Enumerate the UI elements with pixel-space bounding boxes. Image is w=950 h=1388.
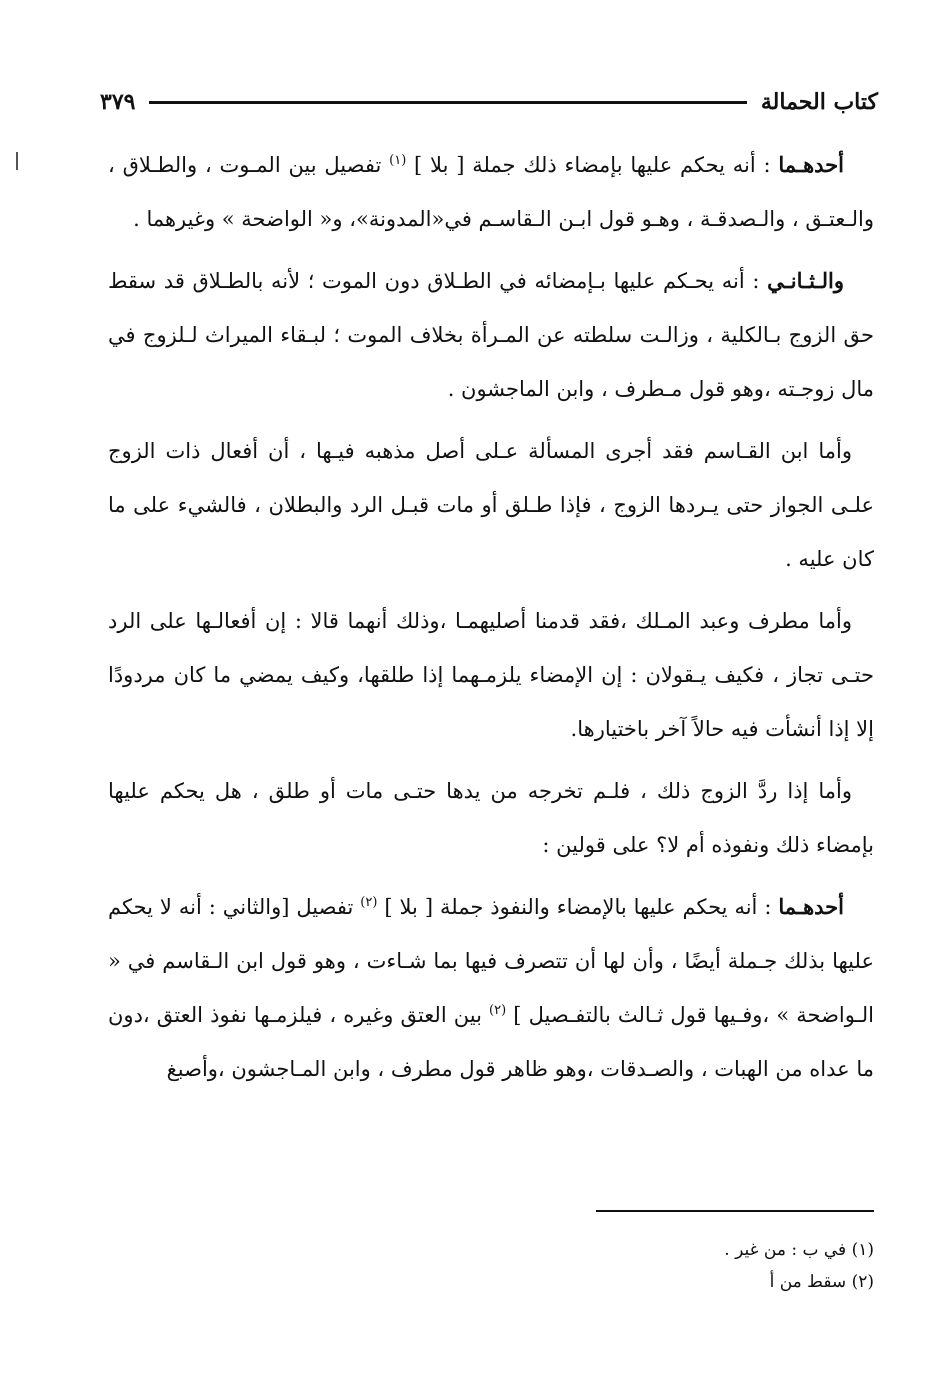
- footnote-separator: [596, 1210, 874, 1212]
- paragraph-text: وأما ابن القـاسم فقد أجرى المسألة عـلى أصل مذهبه فيـها ، أن أفعال ذات الزوج علـى الجواز حتى يـردها الزوج ، فإذا طـلق أو مات قبـل الرد والبطلان ، فالشيء على ما كان عليه .: [108, 439, 874, 571]
- running-header: [100, 84, 878, 120]
- paragraph-3: [108, 424, 874, 586]
- header-title: كتاب الحمالة: [760, 89, 878, 115]
- paragraph-text: وأما إذا ردَّ الزوج ذلك ، فلـم تخرجه من يدها حتـى مات أو طلق ، هل يحكم عليها بإمضاء ذلك ونفوذه أم لا؟ على قولين :: [108, 779, 874, 857]
- footnotes: [108, 1234, 874, 1298]
- paragraph-5: [108, 764, 874, 872]
- margin-mark: [16, 152, 18, 170]
- paragraph-4: [108, 594, 874, 756]
- paragraph-lead: والـثـانـي: [767, 268, 844, 293]
- paragraph-text: : أنه يحـكم عليها بـإمضائه في الطـلاق دون الموت ؛ لأنه بالطـلاق قد سقط حق الزوج بـالكلية ، وزالـت سلطته عن المـرأة بخلاف الموت ؛ لبـقاء الميراث لـلزوج في مال زوجـته ،وهو قول مـطرف ، وابن الماجشون .: [108, 269, 874, 401]
- page-number: ٣٧٩: [100, 89, 136, 115]
- footnote-2: (٢) سقط من أ: [769, 1272, 874, 1292]
- paragraph-text: وأما مطرف وعبد المـلك ،فقد قدمنا أصليهمـا ،وذلك أنهما قالا : إن أفعالـها على الرد حتـى تجاز ، فكيف يـقولان : إن الإمضاء يلزمـهما إذا طلقها، وكيف يمضي ما كان مردودًا إلا إذا أنشأت فيه حالاً آخر باختيارها.: [108, 609, 874, 741]
- paragraph-text: تفصيل [والثاني : أنه لا يحكم عليها بذلك جـملة أيضًا ، وأن لها أن تتصرف فيها بما شـاءت ، وهو قول ابن الـقاسم في « الـواضحة » ،وفـيها قول ثـالث بالتفـصيل ]: [108, 895, 874, 1027]
- footnote-ref: (٢): [489, 1003, 507, 1018]
- footnote-ref: (٢): [360, 895, 378, 910]
- paragraph-lead: أحدهـما: [778, 894, 844, 919]
- paragraph-text: : أنه يحكم عليها بإمضاء ذلك جملة [ بلا ]: [406, 153, 779, 177]
- paragraph-text: بين العتق وغيره ، فيلزمـها نفوذ العتق ،دون ما عداه من الهبات ، والصـدقات ،وهو ظاهر قول مطرف ، وابن المـاجشون ،وأصبغ: [108, 1003, 874, 1081]
- footnote-1: (١) في ب : من غير .: [724, 1240, 874, 1260]
- paragraph-text: : أنه يحكم عليها بالإمضاء والنفوذ جملة [ بلا ]: [377, 895, 779, 919]
- paragraph-2: [108, 254, 874, 416]
- paragraph-6: [108, 880, 874, 1096]
- footnote-ref: (١): [389, 153, 407, 168]
- paragraph-lead: أحدهـما: [778, 152, 844, 177]
- paragraph-1: [108, 138, 874, 246]
- paragraph-text: تفصيل بين المـوت ، والطـلاق ، والـعتـق ، والـصدقـة ، وهـو قول ابـن الـقاسـم في«المدونة»، و« الواضحة » وغيرهما .: [108, 153, 874, 231]
- body-text: [108, 138, 874, 1104]
- header-rule: [149, 101, 746, 104]
